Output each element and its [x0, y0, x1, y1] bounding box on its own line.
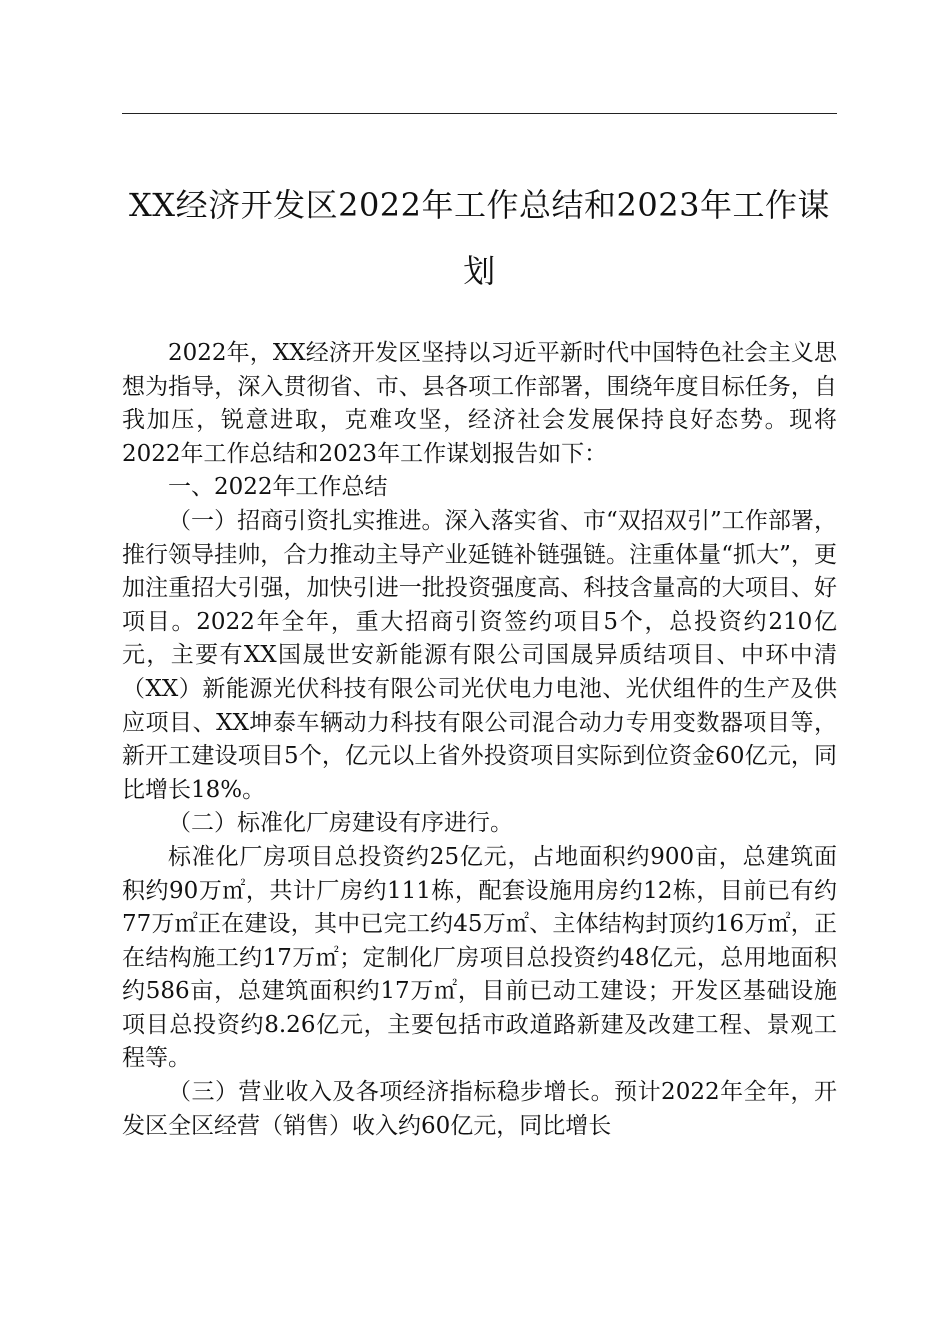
factory-paragraph: 标准化厂房项目总投资约25亿元，占地面积约900亩，总建筑面积约90万㎡，共计厂房约111栋，配套设施用房约12栋，目前已有约77万㎡正在建设，其中已完工约45万㎡、主体结构封顶约16万㎡，正在结构施工约17万㎡；定制化厂房项目总投资约48亿元，总用地面积约586亩，总建筑面积约17万㎡，目前已动工建设；开发区基础设施项目总投资约8.26亿元，主要包括市政道路新建及改建工程、景观工程等。: [122, 843, 837, 1072]
intro-paragraph: 2022年，XX经济开发区坚持以习近平新时代中国特色社会主义思想为指导，深入贯彻省、市、县各项工作部署，围绕年度目标任务，自我加压，锐意进取，克难攻坚，经济社会发展保持良好态势。现将2022年工作总结和2023年工作谋划报告如下：: [122, 340, 837, 467]
document-body: [122, 337, 837, 1143]
revenue-paragraph: （三）营业收入及各项经济指标稳步增长。预计2022年全年，开发区全区经营（销售）收入约60亿元，同比增长: [122, 1079, 837, 1139]
subsection-heading-2: （二）标准化厂房建设有序进行。: [168, 810, 513, 837]
investment-paragraph: （一）招商引资扎实推进。深入落实省、市“双招双引”工作部署，推行领导挂帅，合力推动主导产业延链补链强链。注重体量“抓大”，更加注重招大引强，加快引进一批投资强度高、科技含量高的大项目、好项目。2022年全年，重大招商引资签约项目5个，总投资约210亿元，主要有XX国晟世安新能源有限公司国晟异质结项目、中环中清（XX）新能源光伏科技有限公司光伏电力电池、光伏组件的生产及供应项目、XX坤泰车辆动力科技有限公司混合动力专用变数器项目等，新开工建设项目5个，亿元以上省外投资项目实际到位资金60亿元，同比增长18%。: [122, 507, 837, 803]
section-heading-1: 一、2022年工作总结: [168, 474, 388, 501]
document-title: XX经济开发区2022年工作总结和2023年工作谋划: [129, 186, 830, 290]
header-rule: [122, 113, 837, 114]
